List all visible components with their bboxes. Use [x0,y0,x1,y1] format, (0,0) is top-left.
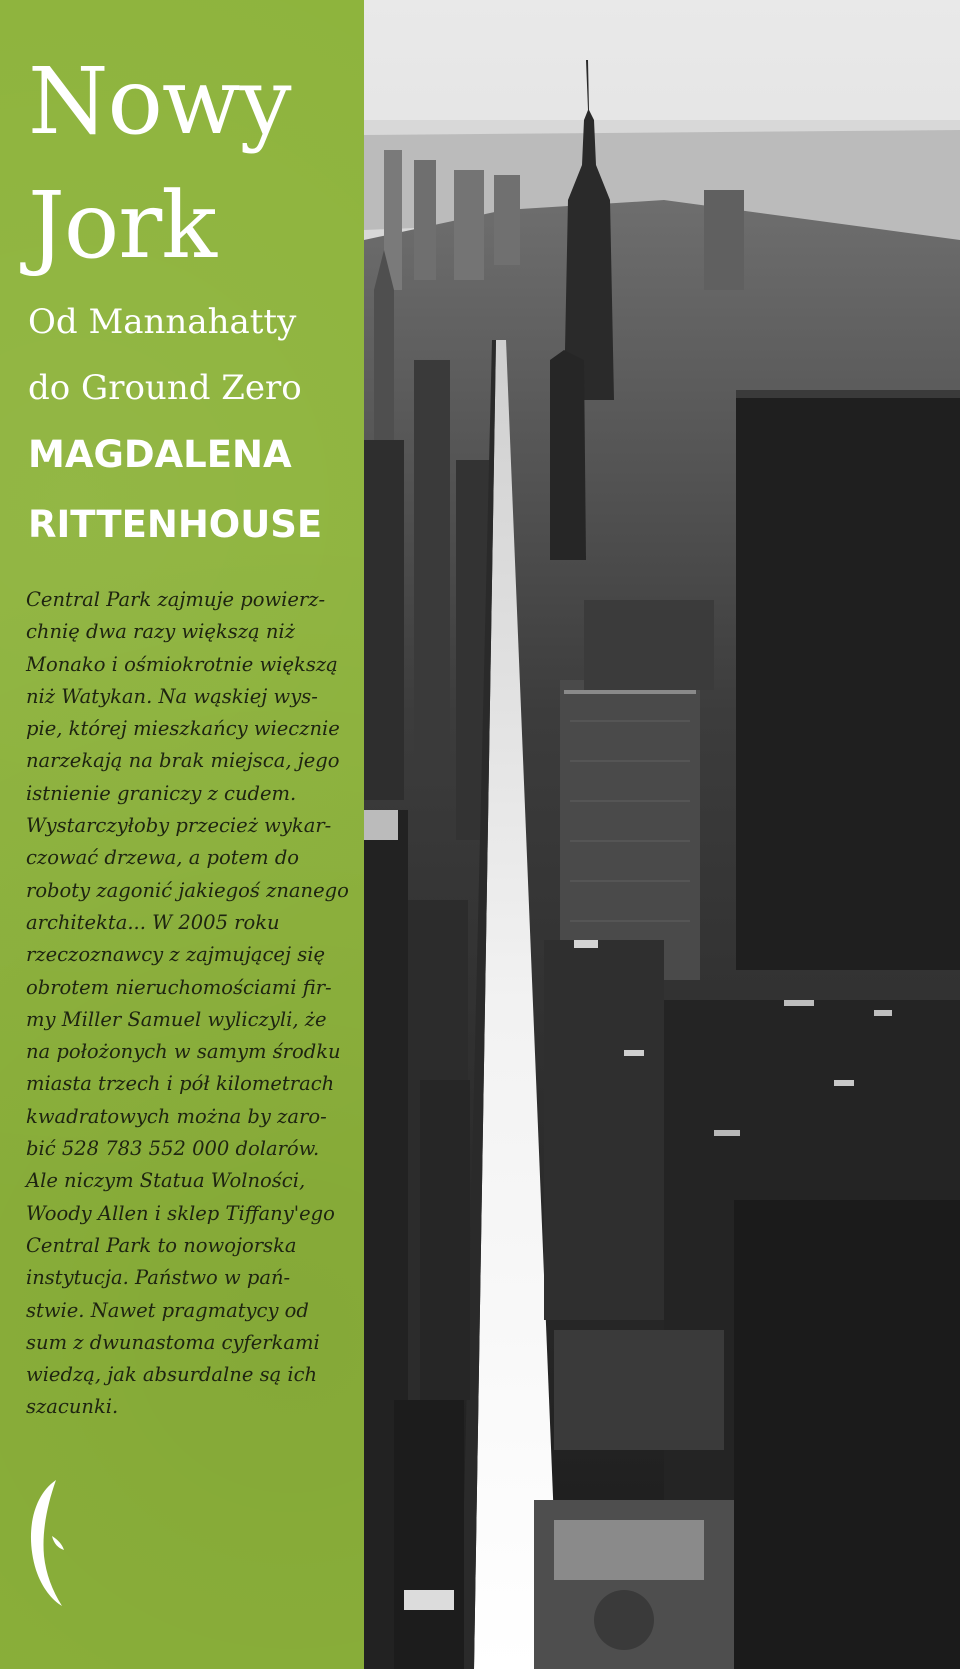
blurb-line: sum z dwunastoma cyferkami [26,1330,320,1354]
blurb-line: obrotem nieruchomościami fir- [26,975,332,999]
blurb-line: miasta trzech i pół kilometrach [26,1072,335,1096]
title-line-1: Nowy [28,48,291,155]
blurb-line: na położonych w samym środku [26,1040,341,1064]
blurb-line: czować drzewa, a potem do [26,846,300,870]
subtitle-line-2: do Ground Zero [28,368,302,408]
author-last-name: RITTENHOUSE [28,503,323,546]
blurb-line: architekta... W 2005 roku [26,910,280,934]
blurb-line: szacunki. [26,1395,119,1419]
blurb-line: niż Watykan. Na wąskiej wys- [26,684,318,708]
blurb-line: Woody Allen i sklep Tiffany'ego [26,1201,335,1225]
blurb-line: kwadratowych można by zaro- [26,1104,327,1128]
manhattan-aerial-photo [364,0,960,1669]
blurb-line: bić 528 783 552 000 dolarów. [26,1137,320,1161]
blurb-line: istnienie graniczy z cudem. [26,781,297,805]
author-first-name: MAGDALENA [28,433,292,476]
subtitle-line-1: Od Mannahatty [28,302,297,342]
blurb-line: Wystarczyłoby przecież wykar- [26,814,332,838]
blurb-line: narzekają na brak miejsca, jego [26,749,340,773]
blurb-line: Central Park zajmuje powierz- [26,588,326,611]
publisher-logo-icon [22,1478,70,1608]
blurb-line: Central Park to nowojorska [26,1233,297,1257]
blurb-text [26,584,362,1424]
blurb-line: my Miller Samuel wyliczyli, że [26,1007,327,1031]
blurb-line: roboty zagonić jakiegoś znanego [26,878,349,902]
blurb-line: pie, której mieszkańcy wiecznie [26,717,340,741]
blurb-line: Ale niczym Statua Wolności, [26,1169,306,1193]
blurb-line: stwie. Nawet pragmatycy od [26,1298,309,1322]
blurb-line: chnię dwa razy większą niż [26,620,295,644]
blurb-line: Monako i ośmiokrotnie większą [26,652,338,676]
blurb-line: wiedzą, jak absurdalne są ich [26,1363,318,1387]
blurb-line: rzeczoznawcy z zajmującej się [26,943,325,967]
blurb-line: instytucja. Państwo w pań- [26,1266,291,1290]
green-title-panel [0,0,364,1669]
title-line-2: Jork [28,172,216,279]
